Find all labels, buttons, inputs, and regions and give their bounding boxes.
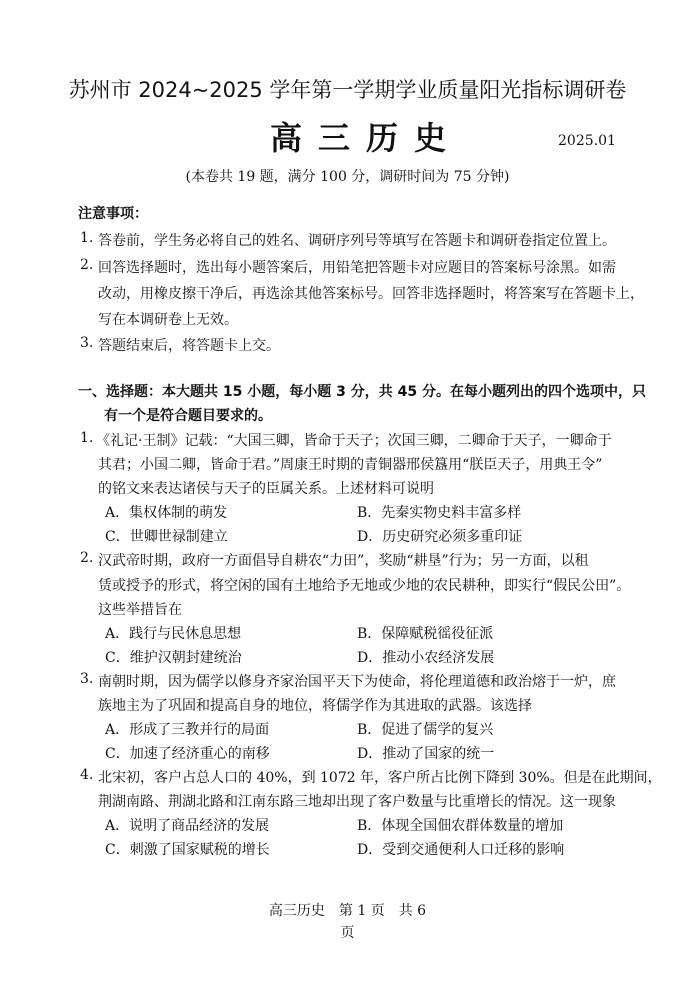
question-text: 赁或授予的形式，将空闲的国有土地给予无地或少地的农民耕种，即实行“假民公田”。 xyxy=(98,578,631,594)
question-text: 其君；小国二卿，皆命于君。”周康王时期的青铜器邢侯簋用“朕臣天子，用典王令” xyxy=(98,457,603,473)
option-a: A．形成了三教并行的局面 xyxy=(105,722,270,738)
notice-num: 2. xyxy=(80,257,94,273)
option-a: A．践行与民休息思想 xyxy=(105,626,242,642)
option-c: C．刺激了国家赋税的增长 xyxy=(105,842,270,858)
notice-line: 回答选择题时，选出每小题答案后，用铅笔把答题卡对应题目的答案标号涂黑。如需 xyxy=(98,260,616,276)
question-text: 这些举措旨在 xyxy=(98,602,182,618)
question-text: 的铭文来表达诸侯与天子的臣属关系。上述材料可说明 xyxy=(98,481,434,497)
subject-title: 高三历史 xyxy=(270,119,463,157)
notice-line: 答题结束后，将答题卡上交。 xyxy=(98,338,280,354)
question-text: 荆湖南路、荆湖北路和江南东路三地却出现了客户数量与比重增长的情况。这一现象 xyxy=(98,794,616,810)
notice-title: 注意事项： xyxy=(78,206,148,222)
exam-info: (本卷共 19 题，满分 100 分，调研时间为 75 分钟) xyxy=(185,169,510,185)
section-heading-cont: 有一个是符合题目要求的。 xyxy=(104,408,272,424)
option-b: B．促进了儒学的复兴 xyxy=(357,722,494,738)
notice-num: 3. xyxy=(80,335,94,351)
question-text: 《礼记·王制》记载：“大国三卿，皆命于天子；次国三卿，二卿命于天子，一卿命于 xyxy=(96,433,612,449)
question-num: 2. xyxy=(80,550,94,566)
question-num: 3. xyxy=(80,671,94,687)
page-footer: 高三历史 第 1 页 共 6 xyxy=(268,903,427,919)
question-num: 4. xyxy=(80,767,94,783)
option-d: D．推动了国家的统一 xyxy=(357,746,495,762)
option-b: B．保障赋税徭役征派 xyxy=(357,626,494,642)
question-text: 汉武帝时期，政府一方面倡导自耕农“力田”，奖励“耕垦”行为；另一方面，以租 xyxy=(98,553,589,569)
page-footer-cont: 页 xyxy=(340,925,355,941)
question-text: 族地主为了巩固和提高自身的地位，将儒学作为其进取的武器。该选择 xyxy=(98,698,532,714)
exam-date: 2025.01 xyxy=(558,133,616,149)
question-text: 北宋初，客户占总人口的 40%，到 1072 年，客户所占比例下降到 30%。但是在此期间， xyxy=(98,770,662,786)
section-heading: 一、选择题：本大题共 15 小题，每小题 3 分，共 45 分。在每小题列出的四个选项中，只 xyxy=(78,384,646,400)
question-num: 1. xyxy=(80,430,94,446)
option-a: A．集权体制的萌发 xyxy=(105,505,228,521)
notice-num: 1. xyxy=(80,230,94,246)
option-a: A．说明了商品经济的发展 xyxy=(105,818,270,834)
option-c: C．加速了经济重心的南移 xyxy=(105,746,270,762)
option-b: B．体现全国佃农群体数量的增加 xyxy=(357,818,564,834)
notice-line: 写在本调研卷上无效。 xyxy=(98,312,238,328)
notice-line: 改动，用橡皮擦干净后，再选涂其他答案标号。回答非选择题时，将答案写在答题卡上， xyxy=(98,286,644,302)
option-c: C．世卿世禄制建立 xyxy=(105,529,228,545)
option-b: B．先秦实物史料丰富多样 xyxy=(357,505,522,521)
notice-line: 答卷前，学生务必将自己的姓名、调研序列号等填写在答题卡和调研卷指定位置上。 xyxy=(98,233,616,249)
option-d: D．推动小农经济发展 xyxy=(357,650,495,666)
option-c: C．维护汉朝封建统治 xyxy=(105,650,242,666)
option-d: D．受到交通便利人口迁移的影响 xyxy=(357,842,565,858)
exam-title: 苏州市 2024~2025 学年第一学期学业质量阳光指标调研卷 xyxy=(68,78,627,102)
question-text: 南朝时期，因为儒学以修身齐家治国平天下为使命，将伦理道德和政治熔于一炉，庶 xyxy=(98,674,616,690)
option-d: D．历史研究必须多重印证 xyxy=(357,529,523,545)
